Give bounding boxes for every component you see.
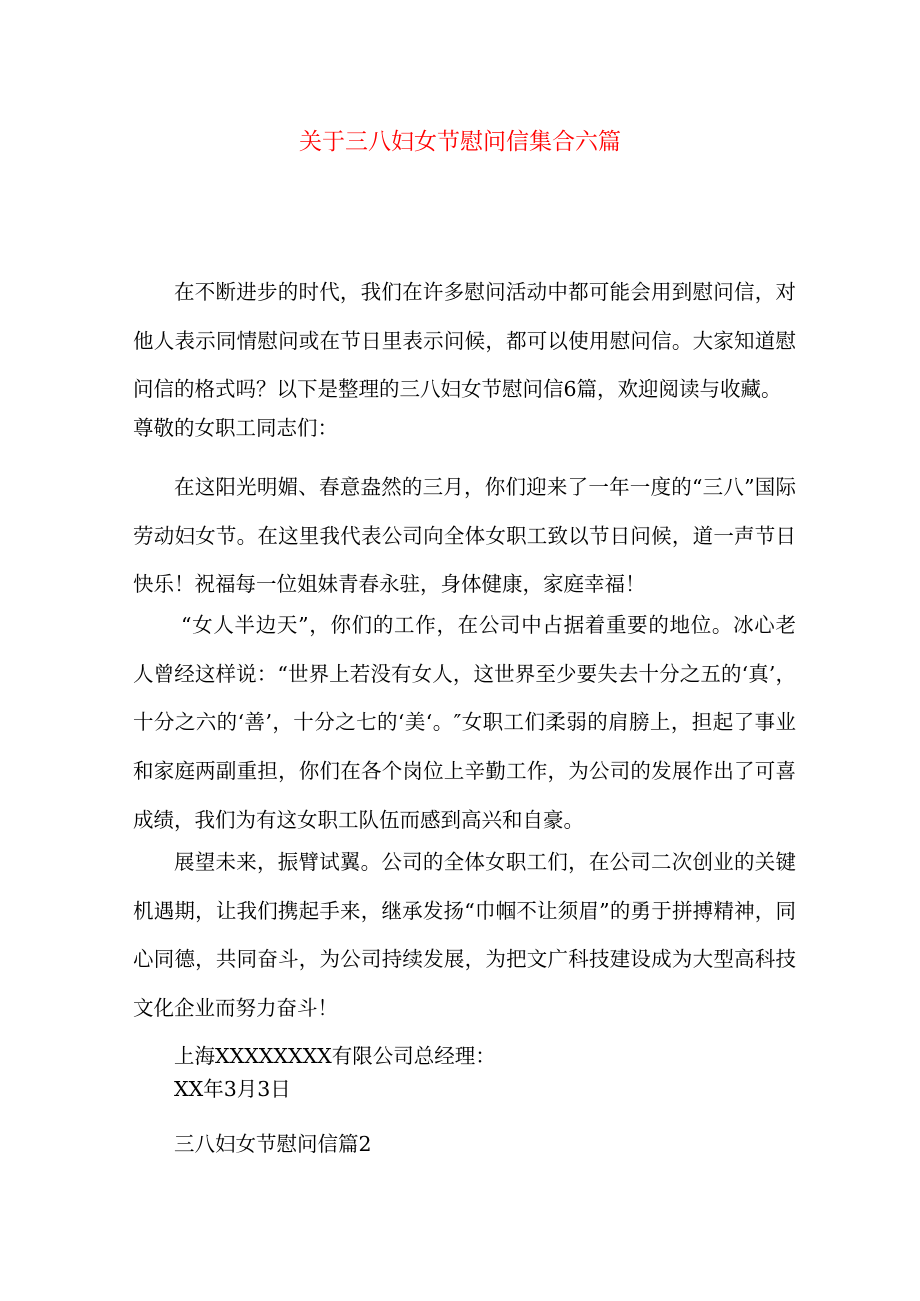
date-line: XX年3月3日 <box>174 1077 291 1101</box>
body-paragraph-2: “女人半边天”，你们的工作，在公司中占据着重要的地位。冰心老人曾经这样说：“世界上若没有女人，这世界至少要失去十分之五的‘真’，十分之六的‘善’，十分之七的‘美‘。″女职工们柔弱的肩膀上，担起了事业和家庭两副重担，你们在各个岗位上辛勤工作，为公司的发展作出了可喜成绩，我们为有这女职工队伍而感到高兴和自豪。 <box>133 613 796 832</box>
intro-paragraph: 在不断进步的时代，我们在许多慰问活动中都可能会用到慰问信，对他人表示同情慰问或在节日里表示问候，都可以使用慰问信。大家知道慰问信的格式吗？以下是整理的三八妇女节慰问信6篇，欢迎阅读与收藏。 <box>133 280 796 402</box>
next-section-heading: 三八妇女节慰问信篇2 <box>174 1132 372 1156</box>
body-paragraph-3: 展望未来，振臂试翼。公司的全体女职工们，在公司二次创业的关键机遇期，让我们携起手来，继承发扬“巾帼不让须眉”的勇于拼搏精神，同心同德，共同奋斗，为公司持续发展，为把文广科技建设成为大型高科技文化企业而努力奋斗！ <box>133 850 796 1021</box>
salutation: 尊敬的女职工同志们： <box>133 416 338 440</box>
document-title: 关于三八妇女节慰问信集合六篇 <box>299 129 621 155</box>
body-paragraph-1: 在这阳光明媚、春意盎然的三月，你们迎来了一年一度的“三八”国际劳动妇女节。在这里我代表公司向全体女职工致以节日问候，道一声节日快乐！祝福每一位姐妹青春永驻，身体健康，家庭幸福！ <box>133 475 796 597</box>
signature-line: 上海XXXXXXXX有限公司总经理： <box>174 1044 496 1068</box>
